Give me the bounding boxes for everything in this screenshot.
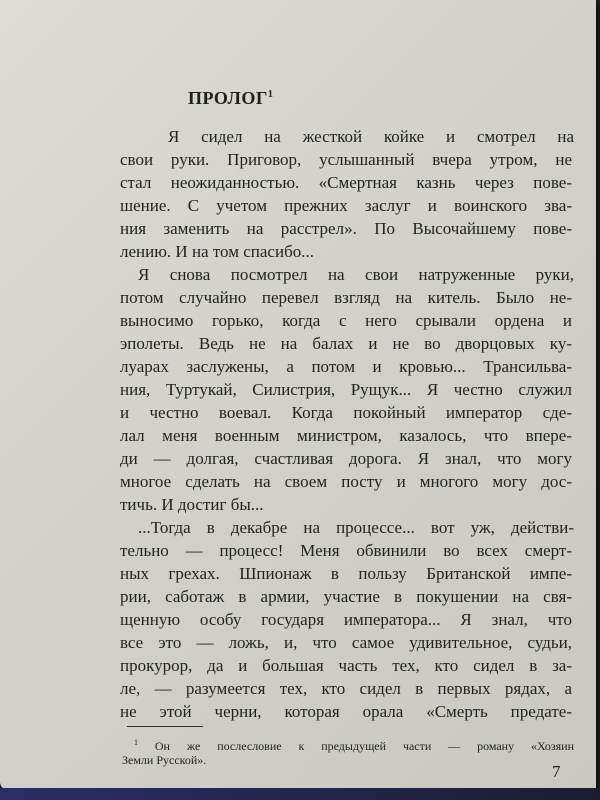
- text-line: стал неожиданностью. «Смертная казнь через пове-: [120, 173, 572, 192]
- text-line: эполеты. Ведь не на балах и не во дворцовых ку-: [120, 334, 572, 353]
- text-line: Я снова посмотрел на свои натруженные руки,: [138, 265, 574, 284]
- text-line: луарах заслужены, а потом и кровью... Трансильва-: [120, 357, 572, 376]
- text-line: щенную особу государя императора... Я знал, что: [120, 610, 572, 629]
- text-line: Я сидел на жесткой койке и смотрел на: [168, 127, 574, 146]
- chapter-title: [188, 88, 273, 109]
- text-line: свои руки. Приговор, услышанный вчера утром, не: [120, 150, 572, 169]
- text-line: ...Тогда в декабре на процессе... вот уж, действи-: [138, 518, 574, 537]
- footnote-divider: [127, 726, 203, 727]
- text-line: и честно воевал. Когда покойный император сде-: [120, 403, 572, 422]
- text-line: ди — долгая, счастливая дорога. Я знал, что могу: [120, 449, 572, 468]
- text-line: многое сделать на своем посту и многого могу дос-: [120, 472, 572, 491]
- text-line: ния заменить на расстрел». По Высочайшему пове-: [120, 219, 572, 238]
- text-line: выносимо горько, когда с него срывали ордена и: [120, 311, 572, 330]
- text-line: ных грехах. Шпионаж в пользу Британской импе-: [120, 564, 572, 583]
- text-line: тельно — процесс! Меня обвинили во всех смерт-: [120, 541, 572, 560]
- text-line: не этой черни, которая орала «Смерть предате-: [120, 702, 572, 721]
- footnote-mark: 1: [134, 738, 138, 747]
- text-line: прокурор, да и большая часть тех, кто сидел в за-: [120, 656, 572, 675]
- text-line: лению. И на том спасибо...: [120, 242, 314, 261]
- text-line: все это — ложь, и, что самое удивительное, судьи,: [120, 633, 572, 652]
- background-edge: [0, 788, 600, 800]
- title-footnote-mark: 1: [267, 89, 274, 100]
- page-number: 7: [552, 762, 561, 781]
- text-line: ния, Туртукай, Силистрия, Рущук... Я честно служил: [120, 380, 572, 399]
- text-line: лал меня военным министром, казалось, что впере-: [120, 426, 572, 445]
- footnote-line: Земли Русской».: [122, 753, 207, 767]
- text-line: рии, саботаж в армии, участие в покушении на свя-: [120, 587, 572, 606]
- text-line: шение. С учетом прежних заслуг и воинского зва-: [120, 196, 572, 215]
- footnote-text: Он же послесловие к предыдущей части — роману «Хозяин: [154, 739, 575, 753]
- text-line: потом случайно перевел взгляд на китель. Было не-: [120, 288, 572, 307]
- text-line: тичь. И достиг бы...: [120, 495, 264, 514]
- chapter-title-text: ПРОЛОГ: [188, 88, 268, 108]
- text-line: ле, — разумеется тех, кто сидел в первых рядах, а: [120, 679, 572, 698]
